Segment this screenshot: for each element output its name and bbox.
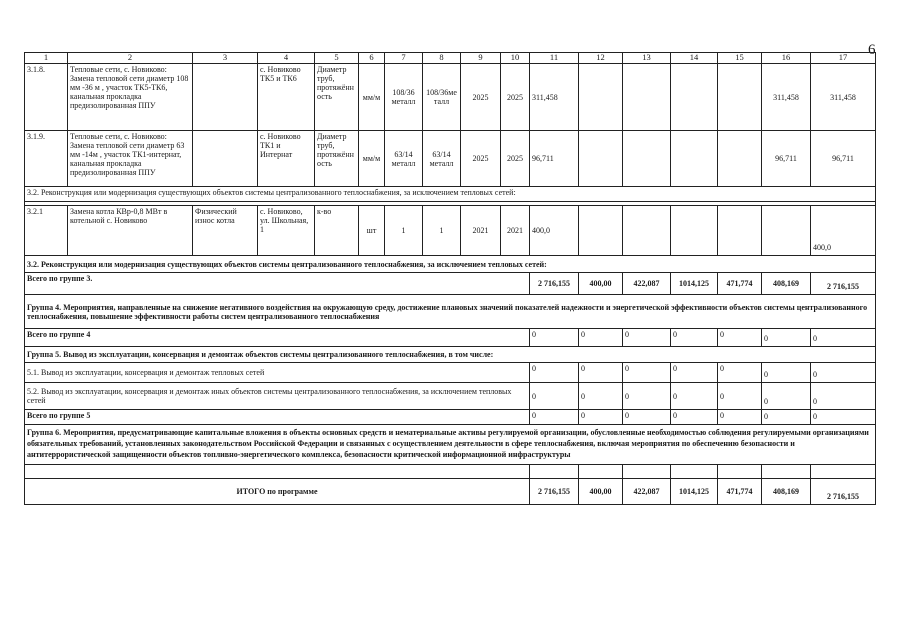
group-total-row: Всего по группе 5 0 0 0 0 0 0 0 — [25, 410, 876, 425]
row-location: с. Новиково ТК1 и Интернат — [258, 131, 315, 187]
section-title-row — [25, 256, 876, 273]
col-header: 4 — [258, 53, 315, 64]
row-total-cost: 96,711 — [530, 131, 579, 187]
row-label: 5.1. Вывод из эксплуатации, консервация и демонтаж тепловых сетей — [25, 363, 530, 383]
group-title: Группа 4. Мероприятия, направленные на снижение негативного воздействия на окружающую среду, достижение плановых значений показателей надежности и энергетической эффективности объектов системы централизованного теплоснабжения, повышение эффективности работы систем централизованного теплоснабжения — [25, 295, 876, 329]
group-total-label: Всего по группе 3. — [25, 273, 530, 295]
row-end-year: 2025 — [501, 64, 530, 131]
group-total-row: Всего по группе 4 0 0 0 0 0 0 0 — [25, 329, 876, 347]
group-title-row — [25, 295, 876, 329]
row-reason: Физический износ котла — [193, 206, 258, 256]
col-header: 8 — [423, 53, 461, 64]
row-indicator: Диаметр труб, протяжённость — [315, 64, 359, 131]
row-total-cost: 311,458 — [530, 64, 579, 131]
row-unit: шт — [359, 206, 385, 256]
col-header: 7 — [385, 53, 423, 64]
row-number: 3.1.9. — [25, 131, 68, 187]
section-title: 3.2. Реконструкция или модернизация существующих объектов системы централизованного теплоснабжения, за исключением тепловых сетей: — [25, 187, 876, 202]
row-after: 108/36металл — [423, 64, 461, 131]
row-location: с. Новиково ТК5 и ТК6 — [258, 64, 315, 131]
row-number: 3.2.1 — [25, 206, 68, 256]
group-title: Группа 6. Мероприятия, предусматривающие капитальные вложения в объекты основных средств и нематериальные активы регулируемой организации, обусловленные необходимостью соблюдения регулируемыми организациями обязательных требований, установленных законодательством Российской Федерации и связанных с осуществлением деятельности в сфере теплоснабжения, включая мероприятия по обеспечению безопасности и антитеррористической защищенности объектов топливно-энергетического комплекса, безопасности критической информационной инфраструктуры — [25, 425, 876, 465]
group-total-row: Всего по группе 3. 2 716,155 400,00 422,087 1014,125 471,774 408,169 2 716,155 — [25, 273, 876, 295]
section-title-row — [25, 187, 876, 202]
row-location: с. Новиково, ул. Школьная, 1 — [258, 206, 315, 256]
row-unit: мм/м — [359, 64, 385, 131]
row-name: Тепловые сети, с. Новиково: Замена тепловой сети диаметр 63 мм -14м , участок ТК1-интернат, канальная прокладка предизолированная ППУ — [68, 131, 193, 187]
group-total-label: Всего по группе 4 — [25, 329, 530, 347]
group-title-row — [25, 347, 876, 363]
table-row: 5.2. Вывод из эксплуатации, консервация и демонтаж иных объектов системы централизованного теплоснабжения, за исключением тепловых сетей 0 0 0 0 0 0 0 — [25, 383, 876, 410]
row-start-year: 2021 — [461, 206, 501, 256]
row-number: 3.1.8. — [25, 64, 68, 131]
row-start-year: 2025 — [461, 131, 501, 187]
col-header: 6 — [359, 53, 385, 64]
row-unit: мм/м — [359, 131, 385, 187]
row-label: 5.2. Вывод из эксплуатации, консервация и демонтаж иных объектов системы централизованного теплоснабжения, за исключением тепловых сетей — [25, 383, 530, 410]
section-title-bold: 3.2. Реконструкция или модернизация существующих объектов системы централизованного теплоснабжения, за исключением тепловых сетей: — [25, 256, 876, 273]
col-header: 1 — [25, 53, 68, 64]
col-header: 3 — [193, 53, 258, 64]
col-header: 2 — [68, 53, 193, 64]
row-indicator: Диаметр труб, протяжённость — [315, 131, 359, 187]
table-row — [25, 64, 876, 131]
row-after: 1 — [423, 206, 461, 256]
col-header: 15 — [718, 53, 762, 64]
row-start-year: 2025 — [461, 64, 501, 131]
row-sum: 96,711 — [811, 131, 876, 187]
col-header: 11 — [530, 53, 579, 64]
col-header: 12 — [579, 53, 623, 64]
grand-total-row: ИТОГО по программе 2 716,155 400,00 422,087 1014,125 471,774 408,169 2 716,155 — [25, 479, 876, 505]
col-header: 9 — [461, 53, 501, 64]
group-total-label: Всего по группе 5 — [25, 410, 530, 425]
row-year-cost: 96,711 — [762, 131, 811, 187]
row-sum: 311,458 — [811, 64, 876, 131]
table-row — [25, 206, 876, 256]
col-header: 14 — [671, 53, 718, 64]
row-indicator: к-во — [315, 206, 359, 256]
empty-row — [25, 465, 876, 479]
row-after: 63/14 металл — [423, 131, 461, 187]
table-row — [25, 131, 876, 187]
row-before: 108/36 металл — [385, 64, 423, 131]
col-header: 5 — [315, 53, 359, 64]
group-title-row — [25, 425, 876, 465]
row-before: 63/14 металл — [385, 131, 423, 187]
row-total-cost: 400,0 — [530, 206, 579, 256]
table-row: 5.1. Вывод из эксплуатации, консервация и демонтаж тепловых сетей 0 0 0 0 0 0 0 — [25, 363, 876, 383]
row-name: Тепловые сети, с. Новиково: Замена тепловой сети диаметр 108 мм -36 м , участок ТК5-ТК6, канальная прокладка предизолированная ППУ — [68, 64, 193, 131]
column-number-row — [25, 53, 876, 64]
row-sum: 400,0 — [811, 206, 876, 256]
row-end-year: 2021 — [501, 206, 530, 256]
program-table — [24, 52, 876, 505]
row-year-cost: 311,458 — [762, 64, 811, 131]
row-before: 1 — [385, 206, 423, 256]
col-header: 10 — [501, 53, 530, 64]
col-header: 16 — [762, 53, 811, 64]
grand-total-label: ИТОГО по программе — [25, 479, 530, 505]
page-number: 6 — [868, 42, 876, 58]
row-end-year: 2025 — [501, 131, 530, 187]
row-name: Замена котла КВр-0,8 МВт в котельной с. Новиково — [68, 206, 193, 256]
col-header: 17 — [811, 53, 876, 64]
group-title: Группа 5. Вывод из эксплуатации, консервация и демонтаж объектов системы централизованного теплоснабжения, в том числе: — [25, 347, 876, 363]
col-header: 13 — [623, 53, 671, 64]
